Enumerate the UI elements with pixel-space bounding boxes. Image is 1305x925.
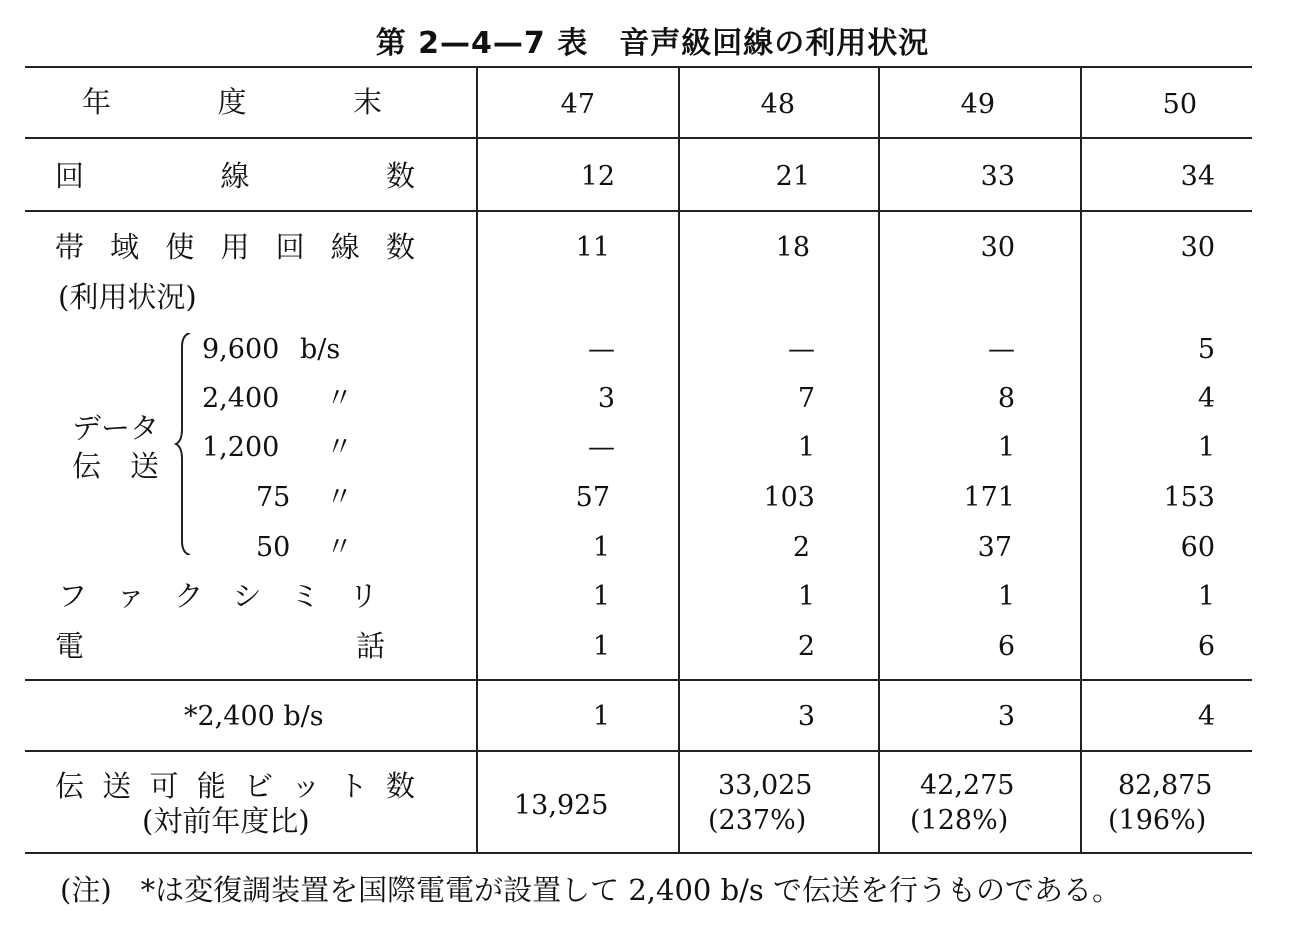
d9600-47: — <box>588 334 615 365</box>
d1200-47: — <box>588 432 615 463</box>
d50-49: 37 <box>977 532 1012 563</box>
d75-49: 171 <box>963 482 1015 513</box>
d2400-50: 4 <box>1197 383 1215 414</box>
usage-note: (利用状況) <box>58 280 197 314</box>
rule-usage <box>25 679 1252 681</box>
telephone-47: 1 <box>592 631 610 662</box>
rule-star <box>25 750 1252 752</box>
d50-48: 2 <box>792 532 810 563</box>
star-label: *2,400 b/s <box>184 701 324 732</box>
star-49: 3 <box>997 701 1015 732</box>
bits-label: 伝 送 可 能 ビ ッ ト 数 <box>55 769 415 803</box>
facsimile-47: 1 <box>592 581 610 612</box>
speed-75: 75 <box>256 482 291 513</box>
d1200-48: 1 <box>797 432 815 463</box>
data-group-label-2: 伝 送 <box>72 449 160 483</box>
bits-ratio-50: (196%) <box>1108 805 1207 836</box>
facsimile-48: 1 <box>797 581 815 612</box>
star-47: 1 <box>592 701 610 732</box>
band-use-50: 30 <box>1180 232 1215 263</box>
star-50: 4 <box>1197 701 1215 732</box>
band-use-label: 帯 域 使 用 回 線 数 <box>55 230 415 264</box>
circuits-47: 12 <box>580 161 615 192</box>
speed-1200: 1,200 <box>202 432 280 463</box>
bits-47: 13,925 <box>514 790 609 821</box>
circuits-50: 34 <box>1180 161 1215 192</box>
speed-50: 50 <box>256 532 291 563</box>
rule-circuits <box>25 210 1252 212</box>
d9600-49: — <box>988 334 1015 365</box>
telephone-48: 2 <box>797 631 815 662</box>
d2400-47: 3 <box>597 383 615 414</box>
d2400-48: 7 <box>797 383 815 414</box>
d75-50: 153 <box>1163 482 1215 513</box>
speed-9600: 9,600 <box>202 334 280 365</box>
d50-47: 1 <box>592 532 610 563</box>
unit-1200: 〃 <box>326 432 353 463</box>
header-label: 年 度 末 <box>82 85 382 119</box>
facsimile-50: 1 <box>1197 581 1215 612</box>
bits-50: 82,875 <box>1118 770 1213 801</box>
bits-48: 33,025 <box>718 770 813 801</box>
rule-bottom <box>25 852 1252 854</box>
band-use-47: 11 <box>575 232 610 263</box>
unit-50: 〃 <box>326 532 353 563</box>
d75-48: 103 <box>763 482 815 513</box>
unit-2400: 〃 <box>326 383 353 414</box>
band-use-48: 18 <box>775 232 810 263</box>
d9600-50: 5 <box>1197 334 1215 365</box>
facsimile-label: フ ァ ク シ ミ リ <box>58 579 378 613</box>
table-title: 第 2—4—7 表 音声級回線の利用状況 <box>375 26 930 61</box>
circuits-48: 21 <box>775 161 810 192</box>
d2400-49: 8 <box>997 383 1015 414</box>
year-49: 49 <box>960 89 995 120</box>
unit-75: 〃 <box>326 482 353 513</box>
d75-47: 57 <box>575 482 610 513</box>
footnote: (注) *は変復調装置を国際電電が設置して 2,400 b/s で伝送を行うものである。 <box>60 873 1122 907</box>
group-brace <box>174 333 194 555</box>
year-48: 48 <box>760 89 795 120</box>
rule-top <box>25 66 1252 68</box>
bits-49: 42,275 <box>920 770 1015 801</box>
unit-9600: b/s <box>300 334 341 365</box>
star-48: 3 <box>797 701 815 732</box>
d1200-50: 1 <box>1197 432 1215 463</box>
bits-sublabel: (対前年度比) <box>142 804 310 838</box>
band-use-49: 30 <box>980 232 1015 263</box>
circuits-label: 回 線 数 <box>55 159 415 193</box>
data-group-label-1: データ <box>72 411 160 445</box>
year-47: 47 <box>560 89 595 120</box>
bits-ratio-48: (237%) <box>708 805 807 836</box>
circuits-49: 33 <box>980 161 1015 192</box>
d50-50: 60 <box>1180 532 1215 563</box>
d1200-49: 1 <box>997 432 1015 463</box>
bits-ratio-49: (128%) <box>910 805 1009 836</box>
speed-2400: 2,400 <box>202 383 280 414</box>
year-50: 50 <box>1162 89 1197 120</box>
rule-header <box>25 137 1252 139</box>
facsimile-49: 1 <box>997 581 1015 612</box>
telephone-50: 6 <box>1197 631 1215 662</box>
telephone-49: 6 <box>997 631 1015 662</box>
d9600-48: — <box>788 334 815 365</box>
telephone-label: 電 話 <box>55 629 385 663</box>
